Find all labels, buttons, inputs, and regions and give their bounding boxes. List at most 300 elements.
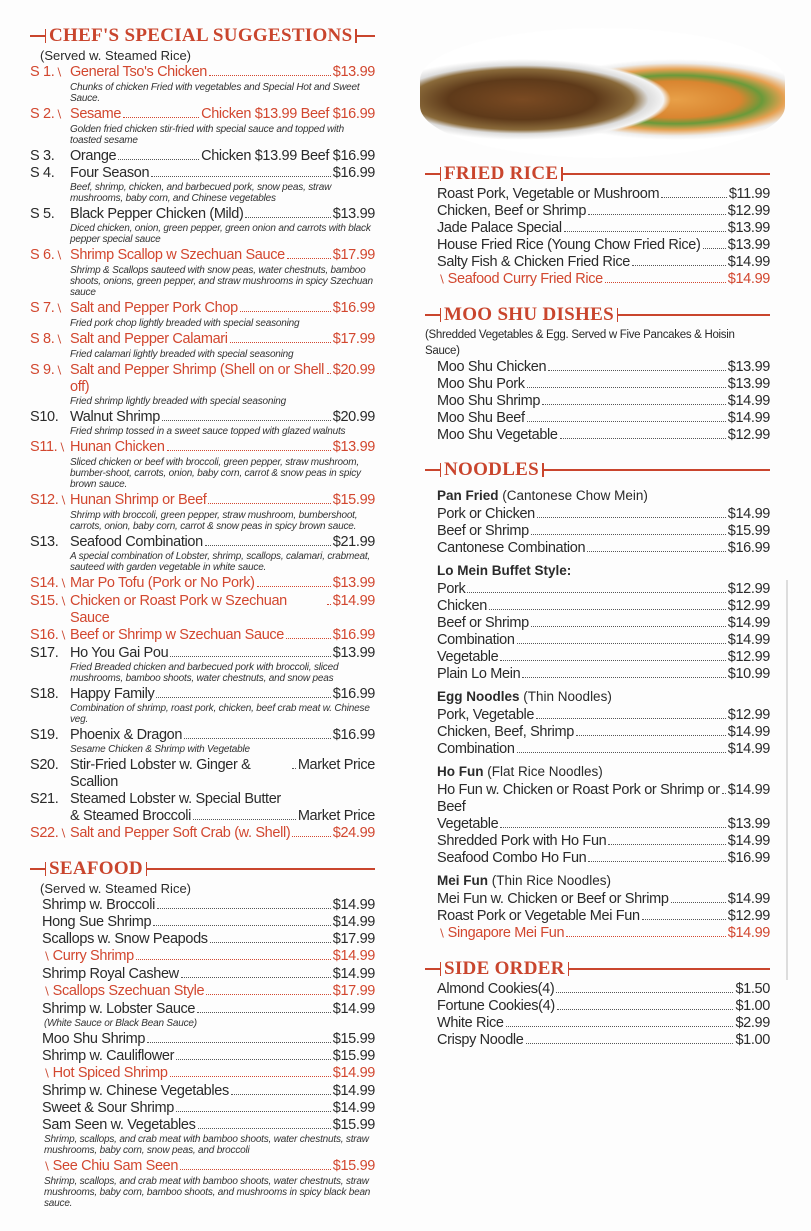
title-rule-left: [425, 968, 441, 970]
item-number-cell: [30, 534, 70, 551]
section-subtitle: (Shredded Vegetables & Egg. Served w Five Pancakes & Hoisin Sauce): [425, 329, 735, 357]
menu-item: [437, 393, 770, 410]
item-number-cell: [30, 362, 70, 380]
dot-leader: [208, 503, 330, 504]
menu-item: [437, 724, 770, 741]
item-price: $1.00: [735, 998, 770, 1014]
title-rule-left: [30, 868, 46, 870]
menu-item: [437, 908, 770, 925]
section-items: [437, 359, 770, 444]
dot-leader: [118, 159, 199, 160]
hot-pepper-icon: ∖: [55, 303, 63, 315]
item-price: $14.99: [332, 897, 375, 913]
dot-leader: [605, 282, 726, 283]
menu-item: [437, 615, 770, 632]
hot-pepper-icon: ∖: [59, 828, 67, 840]
item-name: Hunan Shrimp or Beef: [70, 492, 207, 508]
item-number-cell: [437, 271, 448, 289]
dot-leader: [123, 117, 199, 118]
dot-leader: [206, 994, 331, 995]
section-title: [30, 24, 375, 48]
item-number-cell: [30, 686, 70, 703]
item-price: $2.99: [735, 1015, 770, 1031]
menu-item: [30, 575, 375, 593]
hot-pepper-icon: ∖: [55, 365, 63, 377]
section-title-text: NOODLES: [444, 459, 540, 480]
item-number-cell: [30, 247, 70, 265]
item-price: $15.99: [332, 1031, 375, 1047]
dot-leader: [489, 609, 726, 610]
right-column: [425, 28, 770, 1049]
dot-leader: [327, 373, 331, 374]
item-number-cell: [30, 206, 70, 223]
item-description: Shrimp, scallops, and crab meat with bamboo shoots, water chestnuts, straw mushrooms, baby corn, bamboo shoots, and mushrooms in spicy black bean sauce.: [44, 1176, 371, 1209]
item-price: $17.99: [332, 931, 375, 947]
dot-leader: [548, 370, 726, 371]
item-number-cell: [30, 645, 70, 662]
dot-leader: [210, 942, 331, 943]
item-name: Chicken, Beef, Shrimp: [437, 724, 574, 740]
dot-leader: [240, 311, 331, 312]
menu-item: [42, 966, 375, 983]
item-price: Market Price: [297, 757, 375, 773]
menu-item: [437, 707, 770, 724]
item-name: White Rice: [437, 1015, 504, 1031]
item-price: $14.99: [332, 914, 375, 930]
title-rule-right: [561, 173, 770, 175]
item-name: Moo Shu Pork: [437, 376, 525, 392]
group-name: Lo Mein Buffet Style:: [437, 563, 572, 578]
dot-leader: [176, 1059, 331, 1060]
item-price: $12.99: [727, 598, 770, 614]
item-price: $15.99: [332, 492, 375, 508]
item-number-cell: [30, 439, 70, 457]
menu-item: [437, 220, 770, 237]
item-price: $12.99: [727, 908, 770, 924]
item-price: Market Price: [297, 808, 375, 824]
dot-leader: [292, 836, 330, 837]
item-name: Beef or Shrimp: [437, 615, 529, 631]
item-price: $15.99: [727, 523, 770, 539]
menu-item: [437, 925, 770, 943]
menu-item: [437, 981, 770, 998]
item-name: Moo Shu Vegetable: [437, 427, 558, 443]
item-number-cell: [30, 492, 70, 510]
item-number: S19.: [30, 727, 59, 743]
item-price: $20.99: [332, 362, 375, 378]
item-price: $17.99: [332, 983, 375, 999]
menu-item: [437, 632, 770, 649]
item-number: S16.: [30, 627, 59, 643]
menu-item: [30, 534, 375, 551]
dot-leader: [564, 231, 726, 232]
dot-leader: [257, 586, 331, 587]
item-price: $14.99: [727, 741, 770, 757]
menu-item: [437, 649, 770, 666]
item-number: S 3.: [30, 148, 55, 164]
section-fried-rice: [425, 162, 770, 289]
item-name: Salty Fish & Chicken Fried Rice: [437, 254, 631, 270]
menu-item: [30, 409, 375, 426]
menu-item: [437, 1015, 770, 1032]
dot-leader: [542, 404, 726, 405]
item-price: $14.99: [727, 891, 770, 907]
dot-leader: [292, 768, 296, 769]
menu-item: [437, 410, 770, 427]
item-name: Vegetable: [437, 816, 499, 832]
section-title: [425, 303, 770, 327]
dot-leader: [157, 908, 331, 909]
dot-leader: [537, 517, 726, 518]
dot-leader: [162, 420, 331, 421]
item-price: $14.99: [727, 724, 770, 740]
dot-leader: [536, 718, 726, 719]
item-name: Pork: [437, 581, 466, 597]
item-price: $14.99: [727, 506, 770, 522]
section-title-text: SEAFOOD: [49, 858, 143, 879]
dot-leader: [230, 342, 331, 343]
item-number: S22.: [30, 825, 59, 841]
item-name: Chicken or Roast Pork w Szechuan Sauce: [70, 593, 287, 626]
item-name: Shrimp Royal Cashew: [42, 966, 179, 982]
hot-pepper-icon: ∖: [59, 630, 67, 642]
menu-item: [437, 581, 770, 598]
hot-pepper-icon: ∖: [438, 928, 445, 940]
item-price: $20.99: [332, 409, 375, 425]
dot-leader: [671, 902, 726, 903]
item-number: S17.: [30, 645, 59, 661]
section-seafood: [30, 857, 375, 1209]
item-number: S 2.: [30, 106, 55, 122]
section-items: [42, 897, 375, 1209]
item-number-cell: [42, 1158, 53, 1176]
item-description: (White Sauce or Black Bean Sauce): [44, 1018, 197, 1029]
item-price: $14.99: [332, 593, 375, 609]
hot-pepper-icon: ∖: [55, 109, 63, 121]
item-price: $1.00: [735, 1032, 770, 1048]
item-price: $12.99: [727, 707, 770, 723]
item-price: $10.99: [727, 666, 770, 682]
item-number-cell: [42, 948, 53, 966]
dot-leader: [500, 660, 725, 661]
item-number-cell: [30, 300, 70, 318]
menu-item: [437, 741, 770, 758]
item-name: Sweet & Sour Shrimp: [42, 1100, 174, 1116]
item-name: Combination: [437, 632, 515, 648]
item-price: $21.99: [332, 534, 375, 550]
dot-leader: [170, 1076, 331, 1077]
menu-item: [30, 757, 375, 791]
item-number-cell: [42, 983, 53, 1001]
item-number-cell: [437, 925, 448, 943]
item-name: Four Season: [70, 165, 150, 181]
item-description: Beef, shrimp, chicken, and barbecued pork, snow peas, straw mushrooms, baby corn, and Chinese vegetables: [70, 182, 332, 204]
item-name: Roast Pork or Vegetable Mei Fun: [437, 908, 640, 924]
menu-item: [30, 627, 375, 645]
item-price: $14.99: [332, 948, 375, 964]
item-price: $14.99: [727, 833, 770, 849]
menu-item: [30, 439, 375, 457]
menu-item: [437, 891, 770, 908]
item-name: Pork or Chicken: [437, 506, 535, 522]
item-number: S 6.: [30, 247, 55, 263]
item-number: S 4.: [30, 165, 55, 181]
item-name: Salt and Pepper Calamari: [70, 331, 228, 347]
item-price: $16.99: [332, 300, 375, 316]
menu-item: [437, 376, 770, 393]
hot-pepper-icon: ∖: [55, 67, 63, 79]
dot-leader: [205, 545, 331, 546]
dot-leader: [566, 936, 726, 937]
menu-item: [42, 914, 375, 931]
section-title: [30, 857, 375, 881]
dot-leader: [153, 925, 331, 926]
item-price: $14.99: [332, 1083, 375, 1099]
dot-leader: [467, 592, 725, 593]
dot-leader: [722, 793, 726, 794]
menu-item: [437, 254, 770, 271]
hot-pepper-icon: ∖: [59, 578, 67, 590]
item-price: $14.99: [727, 925, 770, 941]
menu-item: [30, 106, 375, 124]
item-name: Shrimp w. Chinese Vegetables: [42, 1083, 229, 1099]
item-name: Pork, Vegetable: [437, 707, 535, 723]
dot-leader: [180, 1169, 331, 1170]
group-heading: [437, 764, 770, 780]
dot-leader: [176, 1111, 331, 1112]
item-name: Moo Shu Shrimp: [42, 1031, 146, 1047]
group-note: (Cantonese Chow Mein): [502, 488, 648, 503]
item-price: Chicken $13.99 Beef $16.99: [201, 106, 375, 122]
menu-item: [437, 666, 770, 683]
hot-pepper-icon: ∖: [43, 1161, 50, 1173]
menu-item: [437, 271, 770, 289]
menu-item: [42, 931, 375, 948]
item-number-cell: [30, 627, 70, 645]
item-description: Golden fried chicken stir-fried with special sauce and topped with toasted sesame: [70, 124, 344, 146]
hot-pepper-icon: ∖: [438, 274, 445, 286]
menu-item: [30, 206, 375, 223]
dot-leader: [184, 738, 331, 739]
menu-item: [437, 186, 770, 203]
item-price: $16.99: [332, 165, 375, 181]
menu-item: [42, 1083, 375, 1100]
item-price: $13.99: [332, 64, 375, 80]
item-price: $12.99: [727, 427, 770, 443]
menu-item: [30, 791, 375, 808]
item-name: Plain Lo Mein: [437, 666, 521, 682]
dot-leader: [151, 176, 331, 177]
item-name: Shrimp w. Broccoli: [42, 897, 155, 913]
item-number-cell: [30, 165, 70, 182]
item-name: Salt and Pepper Soft Crab (w. Shell): [70, 825, 291, 841]
title-rule-left: [425, 173, 441, 175]
menu-item: [30, 300, 375, 318]
dot-leader: [557, 1009, 734, 1010]
item-name: Singapore Mei Fun: [447, 925, 565, 941]
item-price: $14.99: [727, 782, 770, 798]
item-price: $14.99: [727, 254, 770, 270]
dot-leader: [287, 258, 331, 259]
item-number-cell: [30, 575, 70, 593]
group-heading: [437, 488, 770, 504]
item-price: $16.99: [332, 627, 375, 643]
item-name: See Chiu Sam Seen: [52, 1158, 179, 1174]
menu-item: [437, 359, 770, 376]
item-price: $24.99: [332, 825, 375, 841]
menu-item: [437, 1032, 770, 1049]
item-number: S21.: [30, 791, 59, 807]
menu-item: [437, 833, 770, 850]
item-name: Shrimp w. Lobster Sauce: [42, 1001, 196, 1017]
item-number: S14.: [30, 575, 59, 591]
item-name: Almond Cookies(4): [437, 981, 555, 997]
dot-leader: [588, 214, 726, 215]
item-description: Fried pork chop lightly breaded with special seasoning: [70, 318, 300, 329]
group-note: (Flat Rice Noodles): [487, 764, 603, 779]
item-description: Sesame Chicken & Shrimp with Vegetable: [70, 744, 250, 755]
item-number-cell: [30, 106, 70, 124]
item-number: S20.: [30, 757, 59, 773]
item-name: Mei Fun w. Chicken or Beef or Shrimp: [437, 891, 669, 907]
item-name: Walnut Shrimp: [70, 409, 160, 425]
title-rule-right: [568, 968, 770, 970]
item-name: Mar Po Tofu (Pork or No Pork): [70, 575, 255, 591]
hot-pepper-icon: ∖: [43, 951, 50, 963]
dot-leader: [517, 752, 726, 753]
section-items: [437, 186, 770, 289]
item-name: Jade Palace Special: [437, 220, 562, 236]
menu-item: [30, 362, 375, 396]
menu-item: [437, 598, 770, 615]
item-name: Seafood Curry Fried Rice: [447, 271, 603, 287]
item-name: Shrimp Scallop w Szechuan Sauce: [70, 247, 285, 263]
dot-leader: [517, 643, 726, 644]
item-price: $13.99: [727, 816, 770, 832]
dot-leader: [286, 638, 331, 639]
item-name: Moo Shu Shrimp: [437, 393, 541, 409]
hot-pepper-icon: ∖: [43, 986, 50, 998]
item-price: $14.99: [727, 632, 770, 648]
item-price: $15.99: [332, 1158, 375, 1174]
item-price: $13.99: [727, 220, 770, 236]
hot-pepper-icon: ∖: [58, 442, 66, 454]
item-name: Sam Seen w. Vegetables: [42, 1117, 196, 1133]
menu-item: [30, 148, 375, 165]
item-name: Orange: [70, 148, 117, 164]
page-edge: [786, 580, 788, 980]
section-chefs-special: [30, 24, 375, 843]
item-price: $17.99: [332, 331, 375, 347]
item-number: S 8.: [30, 331, 55, 347]
item-price: $17.99: [332, 247, 375, 263]
menu-item: [30, 645, 375, 662]
section-title-text: SIDE ORDER: [444, 958, 565, 979]
item-price: $16.99: [727, 850, 770, 866]
menu-item: [42, 1100, 375, 1117]
item-name: Phoenix & Dragon: [70, 727, 183, 743]
item-description: Sliced chicken or beef with broccoli, green pepper, straw mushroom, bumber-shoot, carrots, onion, baby corn, carrot & snow peas in spicy brown sauce.: [70, 457, 361, 490]
item-name: Black Pepper Chicken (Mild): [70, 206, 244, 222]
item-name: General Tso's Chicken: [70, 64, 207, 80]
item-number-cell: [30, 593, 70, 611]
item-price: $15.99: [332, 1048, 375, 1064]
item-price: $11.99: [728, 186, 770, 202]
hot-pepper-icon: ∖: [59, 495, 67, 507]
item-name: Roast Pork, Vegetable or Mushroom: [437, 186, 660, 202]
item-number-cell: [30, 148, 70, 165]
menu-item: [42, 1048, 375, 1065]
item-name: Sesame: [70, 106, 122, 122]
item-name: Ho You Gai Pou: [70, 645, 169, 661]
dot-leader: [522, 677, 725, 678]
item-name: Beef or Shrimp w Szechuan Sauce: [70, 627, 285, 643]
title-rule-right: [146, 868, 375, 870]
item-number: S11.: [30, 439, 58, 455]
item-price: $1.50: [735, 981, 770, 997]
dot-leader: [703, 248, 726, 249]
dot-leader: [531, 534, 726, 535]
dot-leader: [136, 959, 331, 960]
item-name: Hunan Chicken: [70, 439, 165, 455]
item-number-cell: [30, 757, 70, 774]
section-subtitle: (Served w. Steamed Rice): [40, 881, 192, 896]
item-number-cell: [30, 409, 70, 426]
group-name: Mei Fun: [437, 873, 488, 888]
item-name: Moo Shu Beef: [437, 410, 525, 426]
item-price: $12.99: [727, 203, 770, 219]
title-rule-right: [355, 35, 375, 37]
section-title: [425, 162, 770, 186]
section-title: [425, 458, 770, 482]
menu-item: [437, 237, 770, 254]
menu-item: [30, 593, 375, 627]
item-description: Shrimp, scallops, and crab meat with bamboo shoots, water chestnuts, straw mushrooms, baby corn, snow peas, and broccoli: [44, 1134, 369, 1156]
item-number-cell: [30, 727, 70, 744]
item-number: S18.: [30, 686, 59, 702]
item-name: Hot Spiced Shrimp: [52, 1065, 168, 1081]
title-rule-left: [30, 35, 46, 37]
menu-item: [30, 492, 375, 510]
dot-leader: [527, 387, 726, 388]
hot-pepper-icon: ∖: [59, 596, 67, 608]
dot-leader: [197, 1012, 331, 1013]
item-number: S10.: [30, 409, 59, 425]
item-number: S 7.: [30, 300, 55, 316]
menu-item: [437, 203, 770, 220]
item-name: Curry Shrimp: [52, 948, 134, 964]
menu-item: [42, 983, 375, 1001]
dot-leader: [209, 75, 331, 76]
section-title-text: CHEF'S SPECIAL SUGGESTIONS: [49, 25, 353, 46]
item-number: S 1.: [30, 64, 55, 80]
item-name: Cantonese Combination: [437, 540, 586, 556]
hot-pepper-icon: ∖: [55, 250, 63, 262]
dot-leader: [608, 844, 725, 845]
section-moo-shu: [425, 303, 770, 444]
item-number-cell: [30, 791, 70, 808]
dot-leader: [198, 1128, 331, 1129]
item-name: Shrimp w. Cauliflower: [42, 1048, 175, 1064]
item-price: $13.99: [332, 206, 375, 222]
item-number-cell: [30, 825, 70, 843]
item-price: $12.99: [727, 581, 770, 597]
item-price: $16.99: [727, 540, 770, 556]
menu-item: [42, 897, 375, 914]
dot-leader: [588, 861, 725, 862]
menu-item: [437, 523, 770, 540]
item-number: S 5.: [30, 206, 55, 222]
